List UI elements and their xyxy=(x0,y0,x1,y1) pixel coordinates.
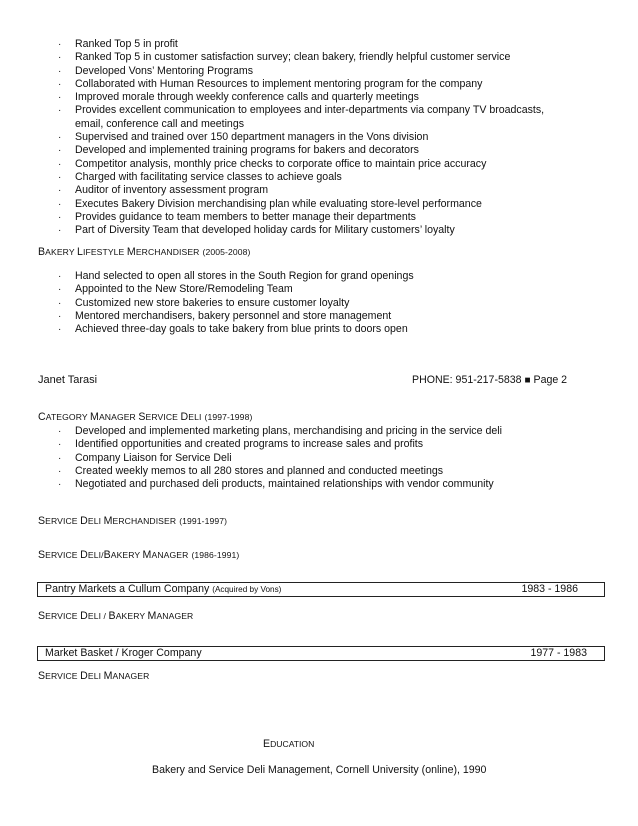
list-item: · Company Liaison for Service Deli xyxy=(58,451,232,464)
list-item: · Developed and implemented marketing plans, merchandising and pricing in the service deli xyxy=(58,425,502,437)
page-header-right xyxy=(412,374,567,386)
list-item: · Improved morale through weekly conference calls and quarterly meetings xyxy=(58,91,419,104)
list-item: · Mentored merchandisers, bakery personnel and store management xyxy=(58,309,392,322)
employer-note: (Acquired by Vons) xyxy=(212,585,282,594)
achievements-list xyxy=(0,38,575,237)
education-heading: EDUCATION xyxy=(263,738,315,750)
page-number: Page 2 xyxy=(533,374,568,386)
section-title-deli-manager: SERVICE DELI MANAGER xyxy=(38,670,150,682)
bullet-icon: · xyxy=(58,271,62,282)
bullet-icon: · xyxy=(58,297,62,309)
resume-name: Janet Tarasi xyxy=(38,374,98,386)
list-item: · Auditor of inventory assessment program xyxy=(58,184,269,197)
bullet-icon: · xyxy=(58,426,62,437)
list-item: · Developed and implemented training programs for bakers and decorators xyxy=(58,144,419,157)
employer-name: Market Basket / Kroger Company xyxy=(45,647,202,659)
list-item: · Negotiated and purchased deli products, maintained relationships with vendor community xyxy=(58,478,494,491)
list-item: · Hand selected to open all stores in the South Region for grand openings xyxy=(58,270,414,282)
bullet-icon: · xyxy=(58,324,62,336)
bullet-icon: · xyxy=(58,284,62,296)
job-years: (2005-2008) xyxy=(202,247,251,257)
education-degree: Bakery and Service Deli Management, Cornell University (online), 1990 xyxy=(152,764,487,776)
employer-box-pantry xyxy=(37,582,605,597)
employer-name: Pantry Markets a Cullum Company xyxy=(45,583,210,595)
bullet-icon: · xyxy=(58,439,62,451)
list-item: · Ranked Top 5 in customer satisfaction survey; clean bakery, friendly helpful customer service xyxy=(58,51,511,64)
bullet-icon: · xyxy=(58,158,62,170)
bullet-icon: · xyxy=(58,132,62,144)
square-icon: ■ xyxy=(524,375,531,386)
bullet-icon: · xyxy=(58,452,62,464)
employer-box-market-basket xyxy=(37,646,605,661)
bullet-icon: · xyxy=(58,39,62,50)
bullet-icon: · xyxy=(58,78,62,90)
bullet-icon: · xyxy=(58,145,62,157)
list-item: · Provides guidance to team members to better manage their departments xyxy=(58,210,416,223)
bullet-icon: · xyxy=(58,92,62,104)
list-item: · Achieved three-day goals to take bakery from blue prints to doors open xyxy=(58,323,408,336)
bullet-icon: · xyxy=(58,211,62,223)
bullet-icon: · xyxy=(58,225,62,237)
list-item: · Created weekly memos to all 280 stores and planned and conducted meetings xyxy=(58,464,444,477)
bullet-icon: · xyxy=(58,52,62,64)
section-title-bakery-lifestyle: BAKERY LIFESTYLE MERCHANDISER (2005-2008) xyxy=(38,246,251,258)
bakery-lifestyle-list xyxy=(0,270,575,336)
bullet-icon: · xyxy=(58,65,62,77)
bullet-icon: · xyxy=(58,465,62,477)
list-item: · Collaborated with Human Resources to implement mentoring program for the company xyxy=(58,77,483,90)
section-title-category-manager: CATEGORY MANAGER SERVICE DELI (1997-1998) xyxy=(38,411,253,423)
job-years: (1991-1997) xyxy=(179,516,228,526)
bullet-icon: · xyxy=(58,310,62,322)
section-title-deli-bakery-manager-2: SERVICE DELI / BAKERY MANAGER xyxy=(38,610,194,622)
list-item: · Executes Bakery Division merchandising plan while evaluating store-level performance xyxy=(58,197,482,210)
list-item: · Identified opportunities and created programs to increase sales and profits xyxy=(58,438,424,451)
list-item: · Ranked Top 5 in profit xyxy=(58,38,178,50)
section-title-deli-merchandiser: SERVICE DELI MERCHANDISER (1991-1997) xyxy=(38,515,228,527)
bullet-icon: · xyxy=(58,171,62,183)
list-item: · Customized new store bakeries to ensure customer loyalty xyxy=(58,296,350,309)
phone-number: PHONE: 951-217-5838 xyxy=(412,374,522,386)
list-item: · Competitor analysis, monthly price checks to corporate office to maintain price accuracy xyxy=(58,157,487,170)
section-title-deli-bakery-manager: SERVICE DELI/BAKERY MANAGER (1986-1991) xyxy=(38,549,240,561)
list-item: · Charged with facilitating service classes to achieve goals xyxy=(58,170,342,183)
list-item: · Provides excellent communication to employees and inter-departments via company TV broadcasts, email, conference call and meetings xyxy=(58,104,545,130)
list-item: · Supervised and trained over 150 department managers in the Vons division xyxy=(58,131,429,144)
list-item: · Appointed to the New Store/Remodeling Team xyxy=(58,283,293,296)
bullet-icon: · xyxy=(58,185,62,197)
bullet-icon: · xyxy=(58,105,62,117)
list-item: · Part of Diversity Team that developed holiday cards for Military customers’ loyalty xyxy=(58,224,455,237)
bullet-icon: · xyxy=(58,479,62,491)
bullet-icon: · xyxy=(58,198,62,210)
job-years: (1986-1991) xyxy=(191,550,240,560)
employer-years: 1983 - 1986 xyxy=(521,583,578,595)
category-manager-list xyxy=(0,425,575,491)
job-years: (1997-1998) xyxy=(204,412,253,422)
employer-years: 1977 - 1983 xyxy=(530,647,587,659)
list-item: · Developed Vons’ Mentoring Programs xyxy=(58,64,254,77)
